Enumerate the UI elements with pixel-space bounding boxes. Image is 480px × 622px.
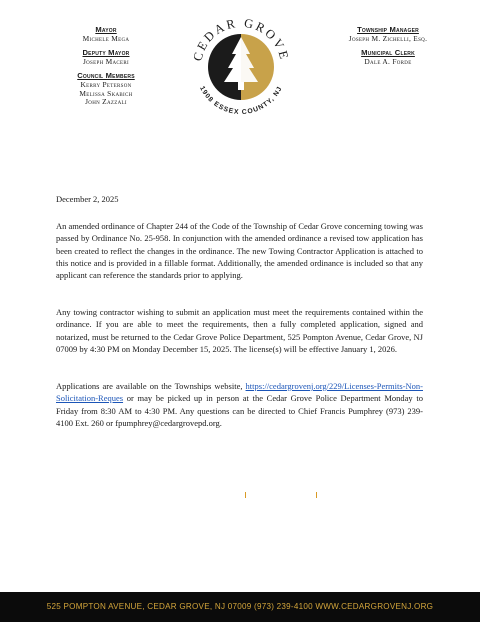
footer-contact-text: 525 POMPTON AVENUE, CEDAR GROVE, NJ 07009 (973) 239-4100 WWW.CEDARGROVENJ.ORG — [46, 602, 434, 611]
council-member-name: Melissa Skabich — [79, 88, 133, 98]
mayor-role: Mayor — [95, 25, 117, 34]
officials-right — [318, 26, 458, 66]
applications-details: or may be picked up in person at the Cedar Grove Police Department Monday to Friday from 8:30 AM to 4:30 PM. Any questions can be directed to Chief Francis Pumphrey (973) 239-4100 Ext. 260 or fpumphrey@cedargrovepd.org. — [56, 393, 423, 428]
paragraph-ordinance-text: An amended ordinance of Chapter 244 of the Code of the Township of Cedar Grove concerning towing was passed by Ordinance No. 25-958. In conjunction with the amended ordinance a revised tow application has been created to reflect the changes in the ordinance. The new Towing Contractor Application is attached to this notice and is provided in a fillable format. Additionally, the amended ordinance is included so that any applicant can reference the standards prior to applying. — [56, 221, 423, 281]
paragraph-applications — [56, 380, 423, 429]
municipal-clerk-name: Dale A. Forde — [364, 56, 412, 66]
deputy-mayor-role: Deputy Mayor — [82, 48, 130, 58]
officials-left — [36, 26, 176, 107]
paragraph-applications-text — [56, 380, 423, 429]
applications-intro: Applications are available on the Townships website, — [56, 381, 246, 391]
council-member-name: John Zazzali — [85, 97, 127, 107]
township-seal — [188, 14, 294, 120]
council-members-role: Council Members — [77, 71, 135, 81]
decorative-marker — [245, 492, 246, 498]
council-member-name: Kerry Peterson — [80, 79, 132, 89]
deputy-mayor-name: Joseph Maceri — [82, 56, 130, 66]
mayor-name: Michele Mega — [82, 33, 130, 43]
township-manager-name: Joseph M. Zichelli, Esq. — [348, 33, 428, 43]
footer-bar — [0, 592, 480, 622]
township-manager-role: Township Manager — [357, 25, 419, 34]
township-website-link[interactable]: https://cedargrovenj.org/229/Licenses-Permits-Non-Solicitation-Reques — [56, 381, 423, 404]
seal-bottom-text: 1908 ESSEX COUNTY, NJ — [198, 85, 284, 117]
seal-top-text: CEDAR GROVE — [190, 15, 292, 63]
date-text: December 2, 2025 — [56, 194, 119, 204]
paragraph-requirements — [56, 306, 423, 355]
seal-graphic — [188, 14, 294, 120]
paragraph-requirements-text: Any towing contractor wishing to submit an application must meet the requirements contained within the ordinance. If you are able to meet the requirements, then a fully completed application, signed and notarized, must be returned to the Cedar Grove Police Department, 525 Pompton Avenue, Cedar Grove, NJ 07009 by 4:30 PM on Monday December 15, 2025. The license(s) will be effective January 1, 2026. — [56, 307, 423, 354]
municipal-clerk-role: Municipal Clerk — [361, 48, 415, 58]
paragraph-ordinance — [56, 220, 423, 281]
letter-date — [56, 193, 423, 205]
decorative-marker — [316, 492, 317, 498]
